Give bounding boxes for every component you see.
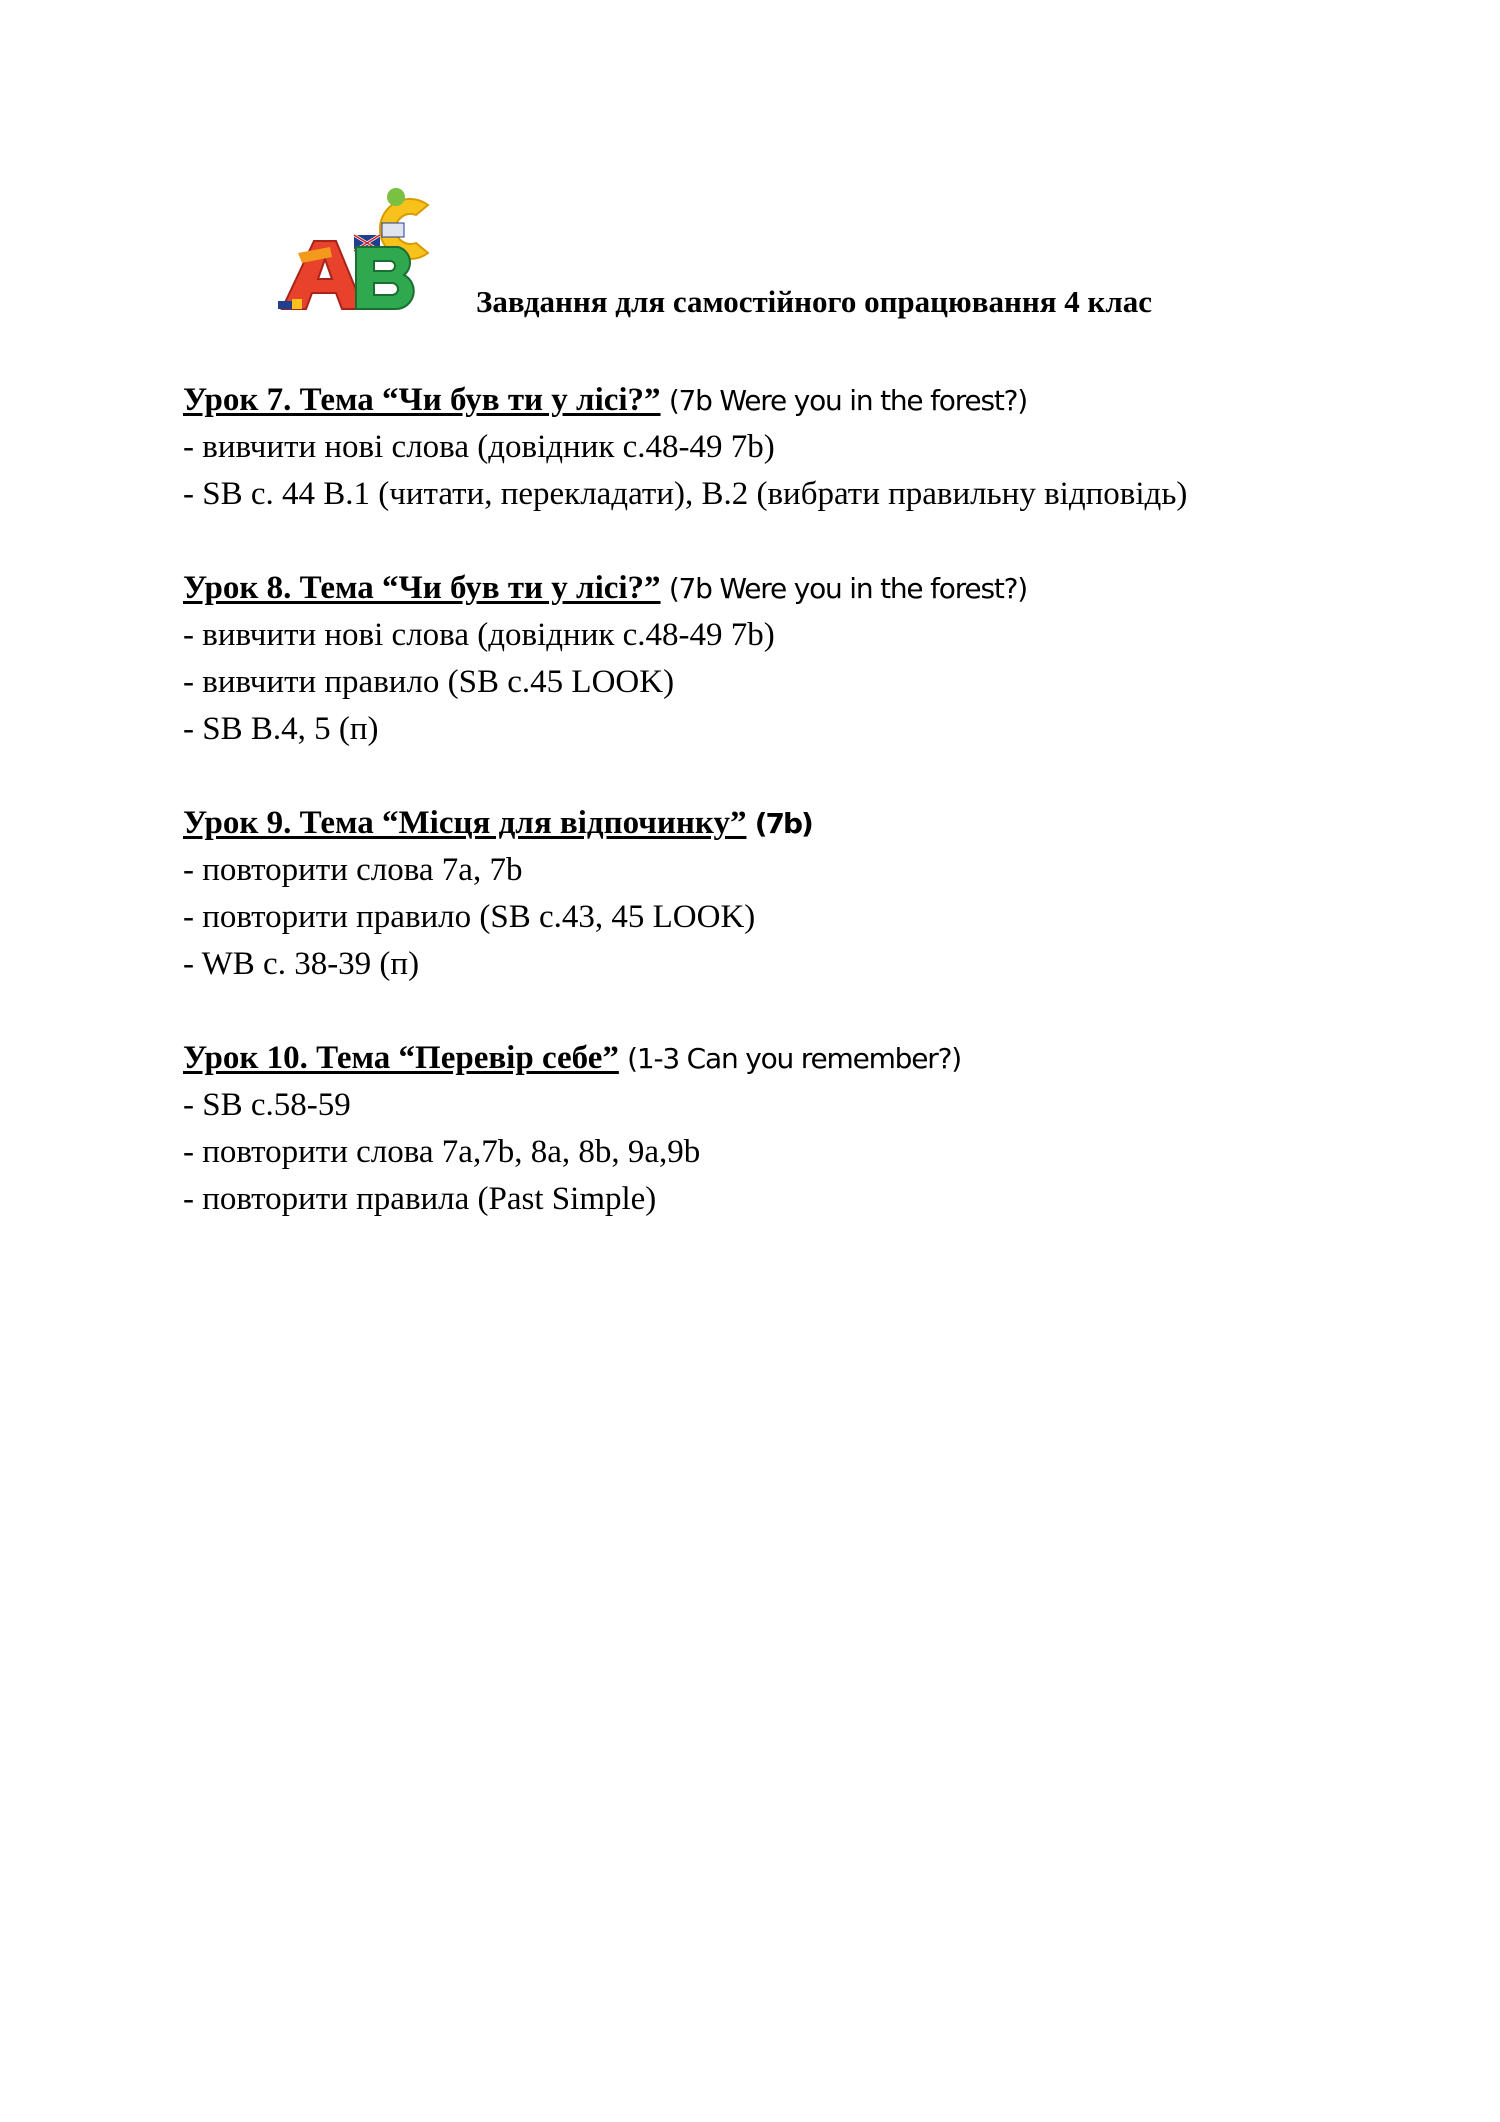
lesson-7 (183, 377, 1343, 518)
lesson-10 (183, 1035, 1343, 1223)
lesson-heading: Урок 8. Тема “Чи був ти у лісі?” (183, 570, 661, 606)
abc-letters-logo (278, 183, 468, 315)
list-item: - повторити слова 7а,7b, 8a, 8b, 9a,9b (183, 1134, 701, 1170)
lesson-heading-note: (7b Were you in the forest?) (668, 572, 1028, 605)
lesson-heading-note: (1-3 Can you remember?) (627, 1042, 961, 1075)
list-item: - SB В.4, 5 (п) (183, 711, 379, 747)
list-item: - WB с. 38-39 (п) (183, 946, 420, 982)
lesson-8 (183, 565, 1343, 753)
lesson-heading-note: (7b Were you in the forest?) (668, 384, 1028, 417)
list-item: - SB c.58-59 (183, 1087, 351, 1123)
list-item: - повторити правило (SB с.43, 45 LOOK) (183, 899, 756, 935)
list-item: - вивчити нові слова (довідник с.48-49 7b) (183, 617, 775, 653)
lesson-heading: Урок 10. Тема “Перевір себе” (183, 1040, 619, 1076)
lesson-heading: Урок 7. Тема “Чи був ти у лісі?” (183, 382, 661, 418)
lesson-9 (183, 800, 1343, 988)
list-item: - повторити слова 7а, 7b (183, 852, 523, 888)
list-item: - повторити правила (Past Simple) (183, 1181, 657, 1217)
list-item: - вивчити правило (SB с.45 LOOK) (183, 664, 675, 700)
lesson-heading: Урок 9. Тема “Місця для відпочинку” (183, 805, 747, 841)
list-item: - вивчити нові слова (довідник с.48-49 7b) (183, 429, 775, 465)
lesson-heading-note: (7b) (754, 807, 812, 840)
document-title: Завдання для самостійного опрацювання 4 клас (476, 284, 1152, 319)
list-item: - SB с. 44 В.1 (читати, перекладати), В.2 (вибрати правильну відповідь) (183, 476, 1188, 512)
lessons-list (183, 377, 1343, 1270)
